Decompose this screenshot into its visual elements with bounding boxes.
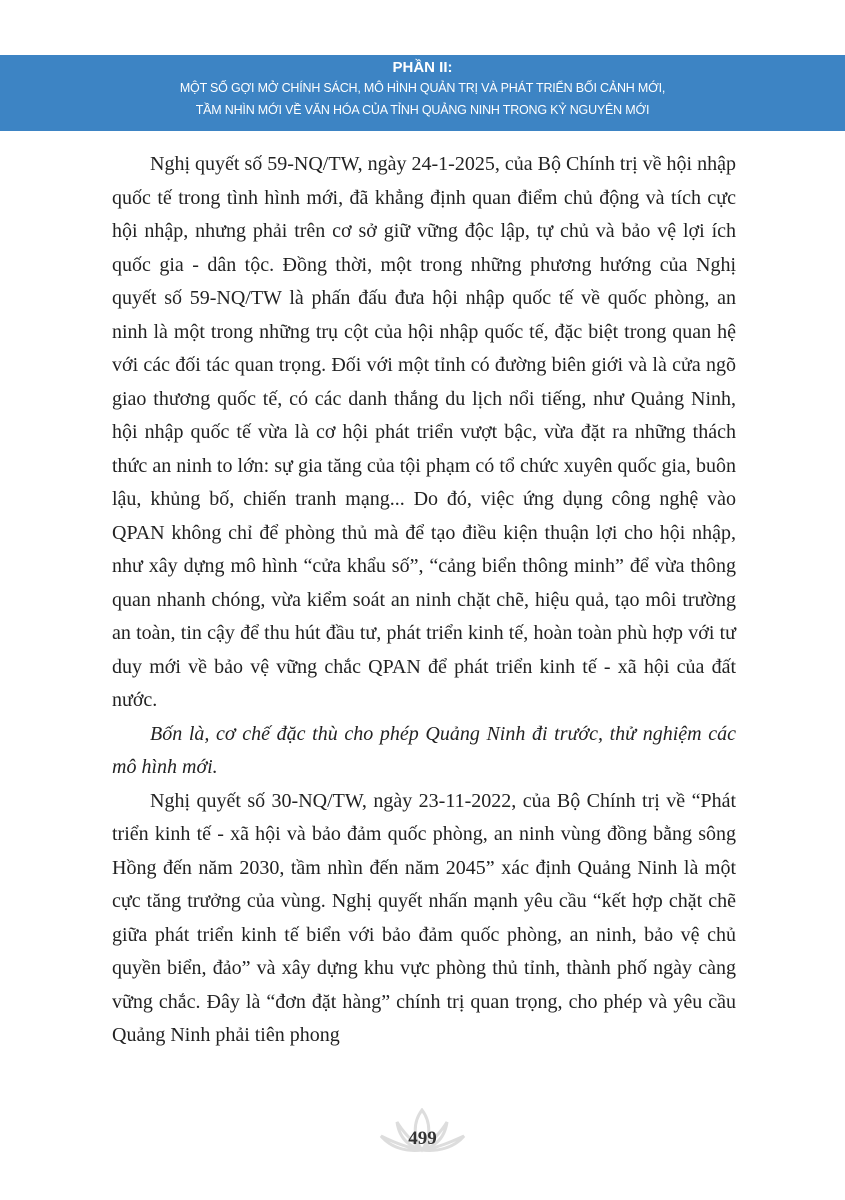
body-text [112,148,736,1053]
paragraph: Nghị quyết số 59-NQ/TW, ngày 24-1-2025, của Bộ Chính trị về hội nhập quốc tế trong tình hình mới, đã khẳng định quan điểm chủ động và tích cực hội nhập, nhưng phải trên cơ sở giữ vững độc lập, tự chủ và bảo vệ lợi ích quốc gia - dân tộc. Đồng thời, một trong những phương hướng của Nghị quyết số 59-NQ/TW là phấn đấu đưa hội nhập quốc tế về quốc phòng, an ninh là một trong những trụ cột của hội nhập quốc tế, đặc biệt trong quan hệ với các đối tác quan trọng. Đối với một tỉnh có đường biên giới và là cửa ngõ giao thương quốc tế, có các danh thắng du lịch nổi tiếng, như Quảng Ninh, hội nhập quốc tế vừa là cơ hội phát triển vượt bậc, vừa đặt ra những thách thức an ninh to lớn: sự gia tăng của tội phạm có tổ chức xuyên quốc gia, buôn lậu, khủng bố, chiến tranh mạng... Do đó, việc ứng dụng công nghệ vào QPAN không chỉ để phòng thủ mà để tạo điều kiện thuận lợi cho hội nhập, như xây dựng mô hình “cửa khẩu số”, “cảng biển thông minh” để vừa thông quan nhanh chóng, vừa kiểm soát an ninh chặt chẽ, hiệu quả, tạo môi trường an toàn, tin cậy để thu hút đầu tư, phát triển kinh tế, hoàn toàn phù hợp với tư duy mới về bảo vệ vững chắc QPAN để phát triển kinh tế - xã hội của đất nước. [112,153,736,711]
paragraph: Nghị quyết số 30-NQ/TW, ngày 23-11-2022, của Bộ Chính trị về “Phát triển kinh tế - xã hội và bảo đảm quốc phòng, an ninh vùng đồng bằng sông Hồng đến năm 2030, tầm nhìn đến năm 2045” xác định Quảng Ninh là một cực tăng trưởng của vùng. Nghị quyết nhấn mạnh yêu cầu “kết hợp chặt chẽ giữa phát triển kinh tế biển với bảo đảm quốc phòng, an ninh, bảo vệ chủ quyền biển, đảo” và xây dựng khu vực phòng thủ tỉnh, thành phố ngày càng vững chắc. Đây là “đơn đặt hàng” chính trị quan trọng, cho phép và yêu cầu Quảng Ninh phải tiên phong [112,789,736,1046]
italic-heading-paragraph: Bốn là, cơ chế đặc thù cho phép Quảng Ninh đi trước, thử nghiệm các mô hình mới. [112,722,736,778]
part-title: PHẦN II: [392,59,453,76]
part-subtitle-line-1: MỘT SỐ GỢI MỞ CHÍNH SÁCH, MÔ HÌNH QUẢN TRỊ VÀ PHÁT TRIỂN BỐI CẢNH MỚI, [179,81,666,95]
page-footer [375,1108,470,1158]
section-header-banner [0,55,845,131]
page-number: 499 [408,1128,437,1149]
part-subtitle-line-2: TẦM NHÌN MỚI VỀ VĂN HÓA CỦA TỈNH QUẢNG NINH TRONG KỶ NGUYÊN MỚI [195,103,650,117]
